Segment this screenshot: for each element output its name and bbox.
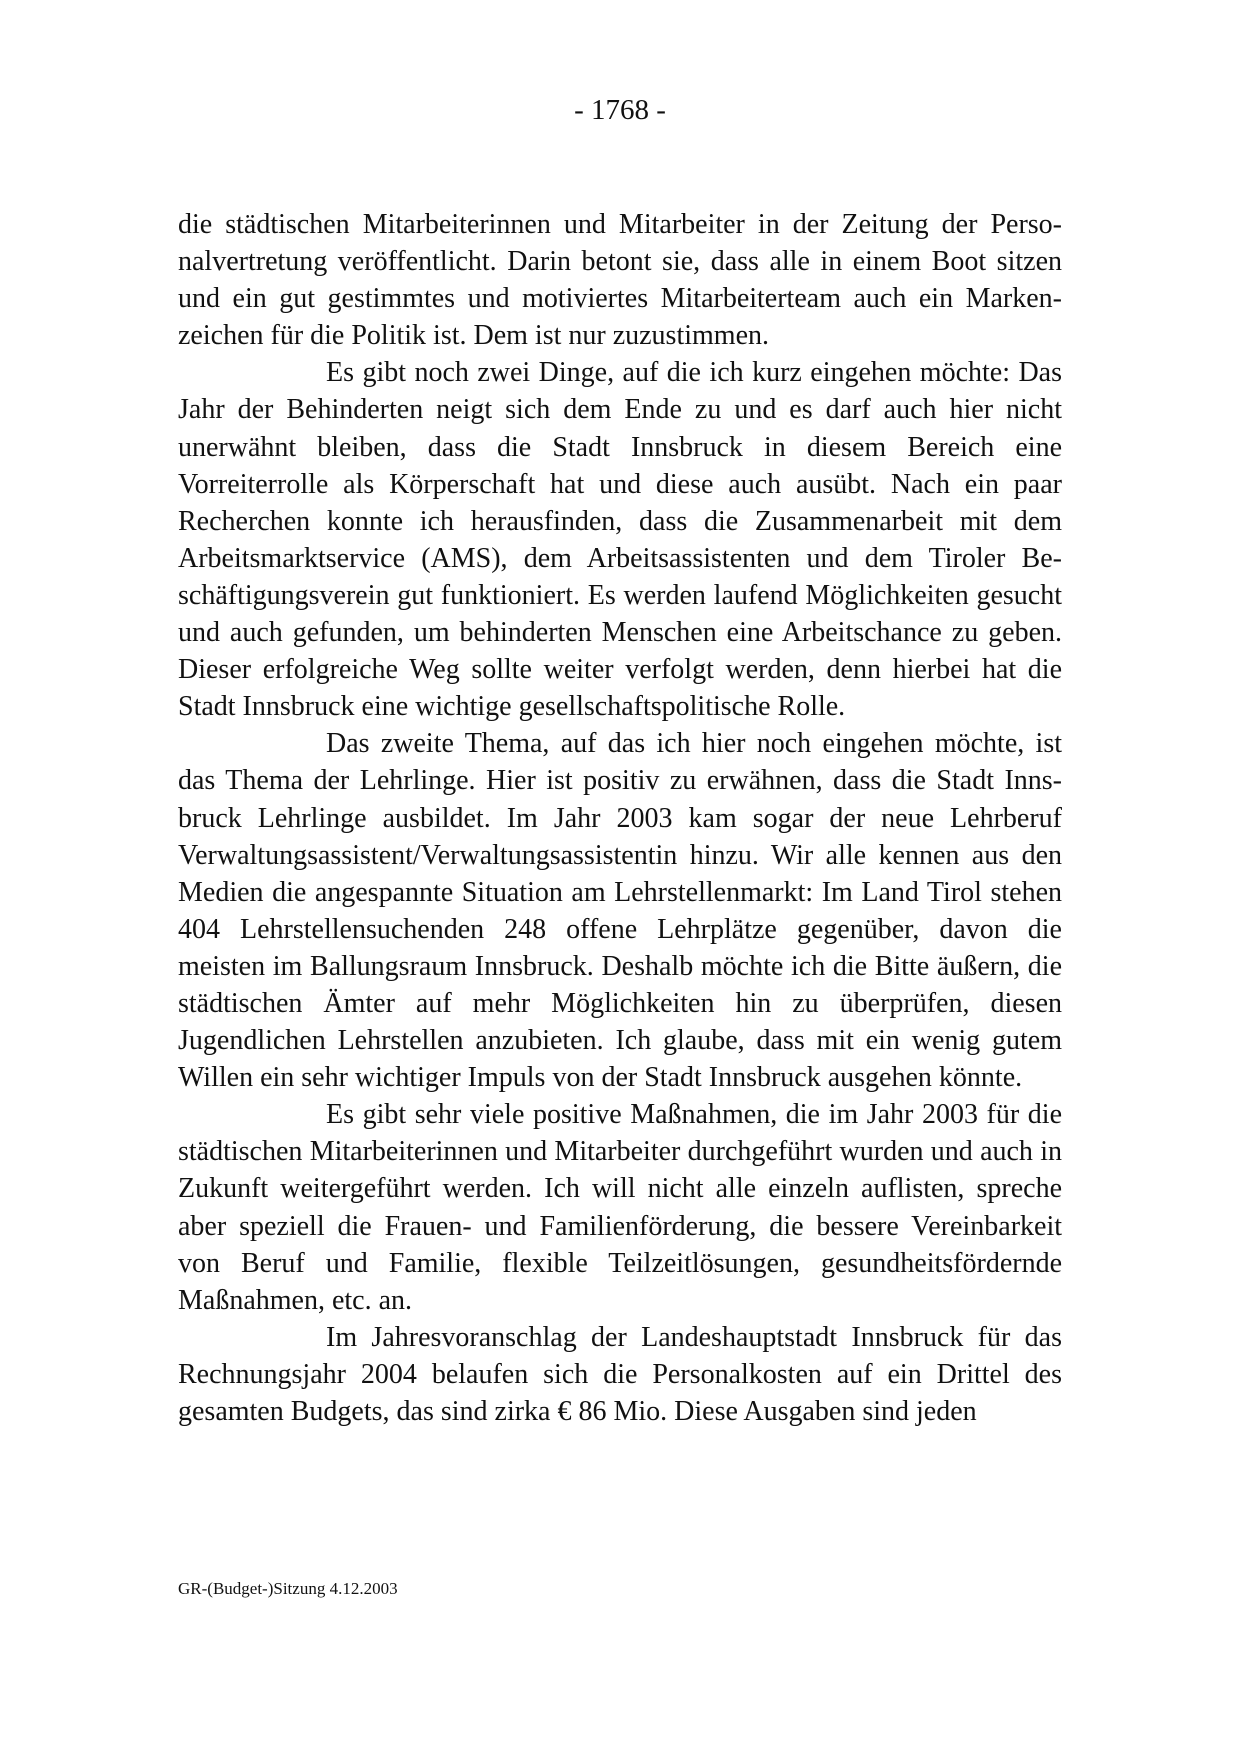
page-footer: GR-(Budget-)Sitzung 4.12.2003 [178,1579,398,1598]
document-body [178,206,1062,1430]
page-number: - 1768 - [574,94,666,126]
paragraph-2: Es gibt noch zwei Dinge, auf die ich kurz eingehen möchte: Das Jahr der Behinderten neigt sich dem Ende zu und es darf auch hier nicht unerwähnt bleiben, dass die Stadt Innsbruck in diesem Bereich eine Vorreiterrolle als Körperschaft hat und diese auch ausübt. Nach ein paar Recherchen konnte ich herausfinden, dass die Zusammenarbeit mit dem Arbeitsmarktservice (AMS), dem Arbeitsassistenten und dem Tiroler Beschäftigungsverein gut funktioniert. Es werden laufend Möglichkeiten gesucht und auch gefunden, um behinderten Menschen eine Arbeitschance zu geben. Dieser erfolgreiche Weg sollte weiter verfolgt werden, denn hierbei hat die Stadt Innsbruck eine wichtige gesellschaftspolitische Rolle. [178,357,1062,723]
paragraph-3: Das zweite Thema, auf das ich hier noch eingehen möchte, ist das Thema der Lehrlinge. Hier ist positiv zu erwähnen, dass die Stadt Innsbruck Lehrlinge ausbildet. Im Jahr 2003 kam sogar der neue Lehrberuf Verwaltungsassistent/Verwaltungsassistentin hinzu. Wir alle kennen aus den Medien die angespannte Situation am Lehrstellenmarkt: Im Land Tirol stehen 404 Lehrstellensuchenden 248 offene Lehrplätze gegenüber, davon die meisten im Ballungsraum Innsbruck. Deshalb möchte ich die Bitte äußern, die städtischen Ämter auf mehr Möglichkeiten hin zu überprüfen, diesen Jugendlichen Lehrstellen anzubieten. Ich glaube, dass mit ein wenig gutem Willen ein sehr wichtiger Impuls von der Stadt Innsbruck ausgehen könnte. [178,728,1062,1094]
paragraph-5: Im Jahresvoranschlag der Landeshauptstadt Innsbruck für das Rechnungsjahr 2004 belaufen sich die Personalkosten auf ein Drittel des gesamten Budgets, das sind zirka € 86 Mio. Diese Ausgaben sind jeden [178,1321,1062,1427]
paragraph-1: die städtischen Mitarbeiterinnen und Mitarbeiter in der Zeitung der Personalvertretung veröffentlicht. Darin betont sie, dass alle in einem Boot sitzen und ein gut gestimmtes und motiviertes Mitarbeiterteam auch ein Markenzeichen für die Politik ist. Dem ist nur zuzustimmen. [178,209,1062,352]
paragraph-4: Es gibt sehr viele positive Maßnahmen, die im Jahr 2003 für die städtischen Mitarbeiterinnen und Mitarbeiter durchgeführt wurden und auch in Zukunft weitergeführt werden. Ich will nicht alle einzeln auflisten, spreche aber speziell die Frauen- und Familienförderung, die bessere Vereinbarkeit von Beruf und Familie, flexible Teilzeitlösungen, gesundheitsfördernde Maßnahmen, etc. an. [178,1099,1062,1316]
